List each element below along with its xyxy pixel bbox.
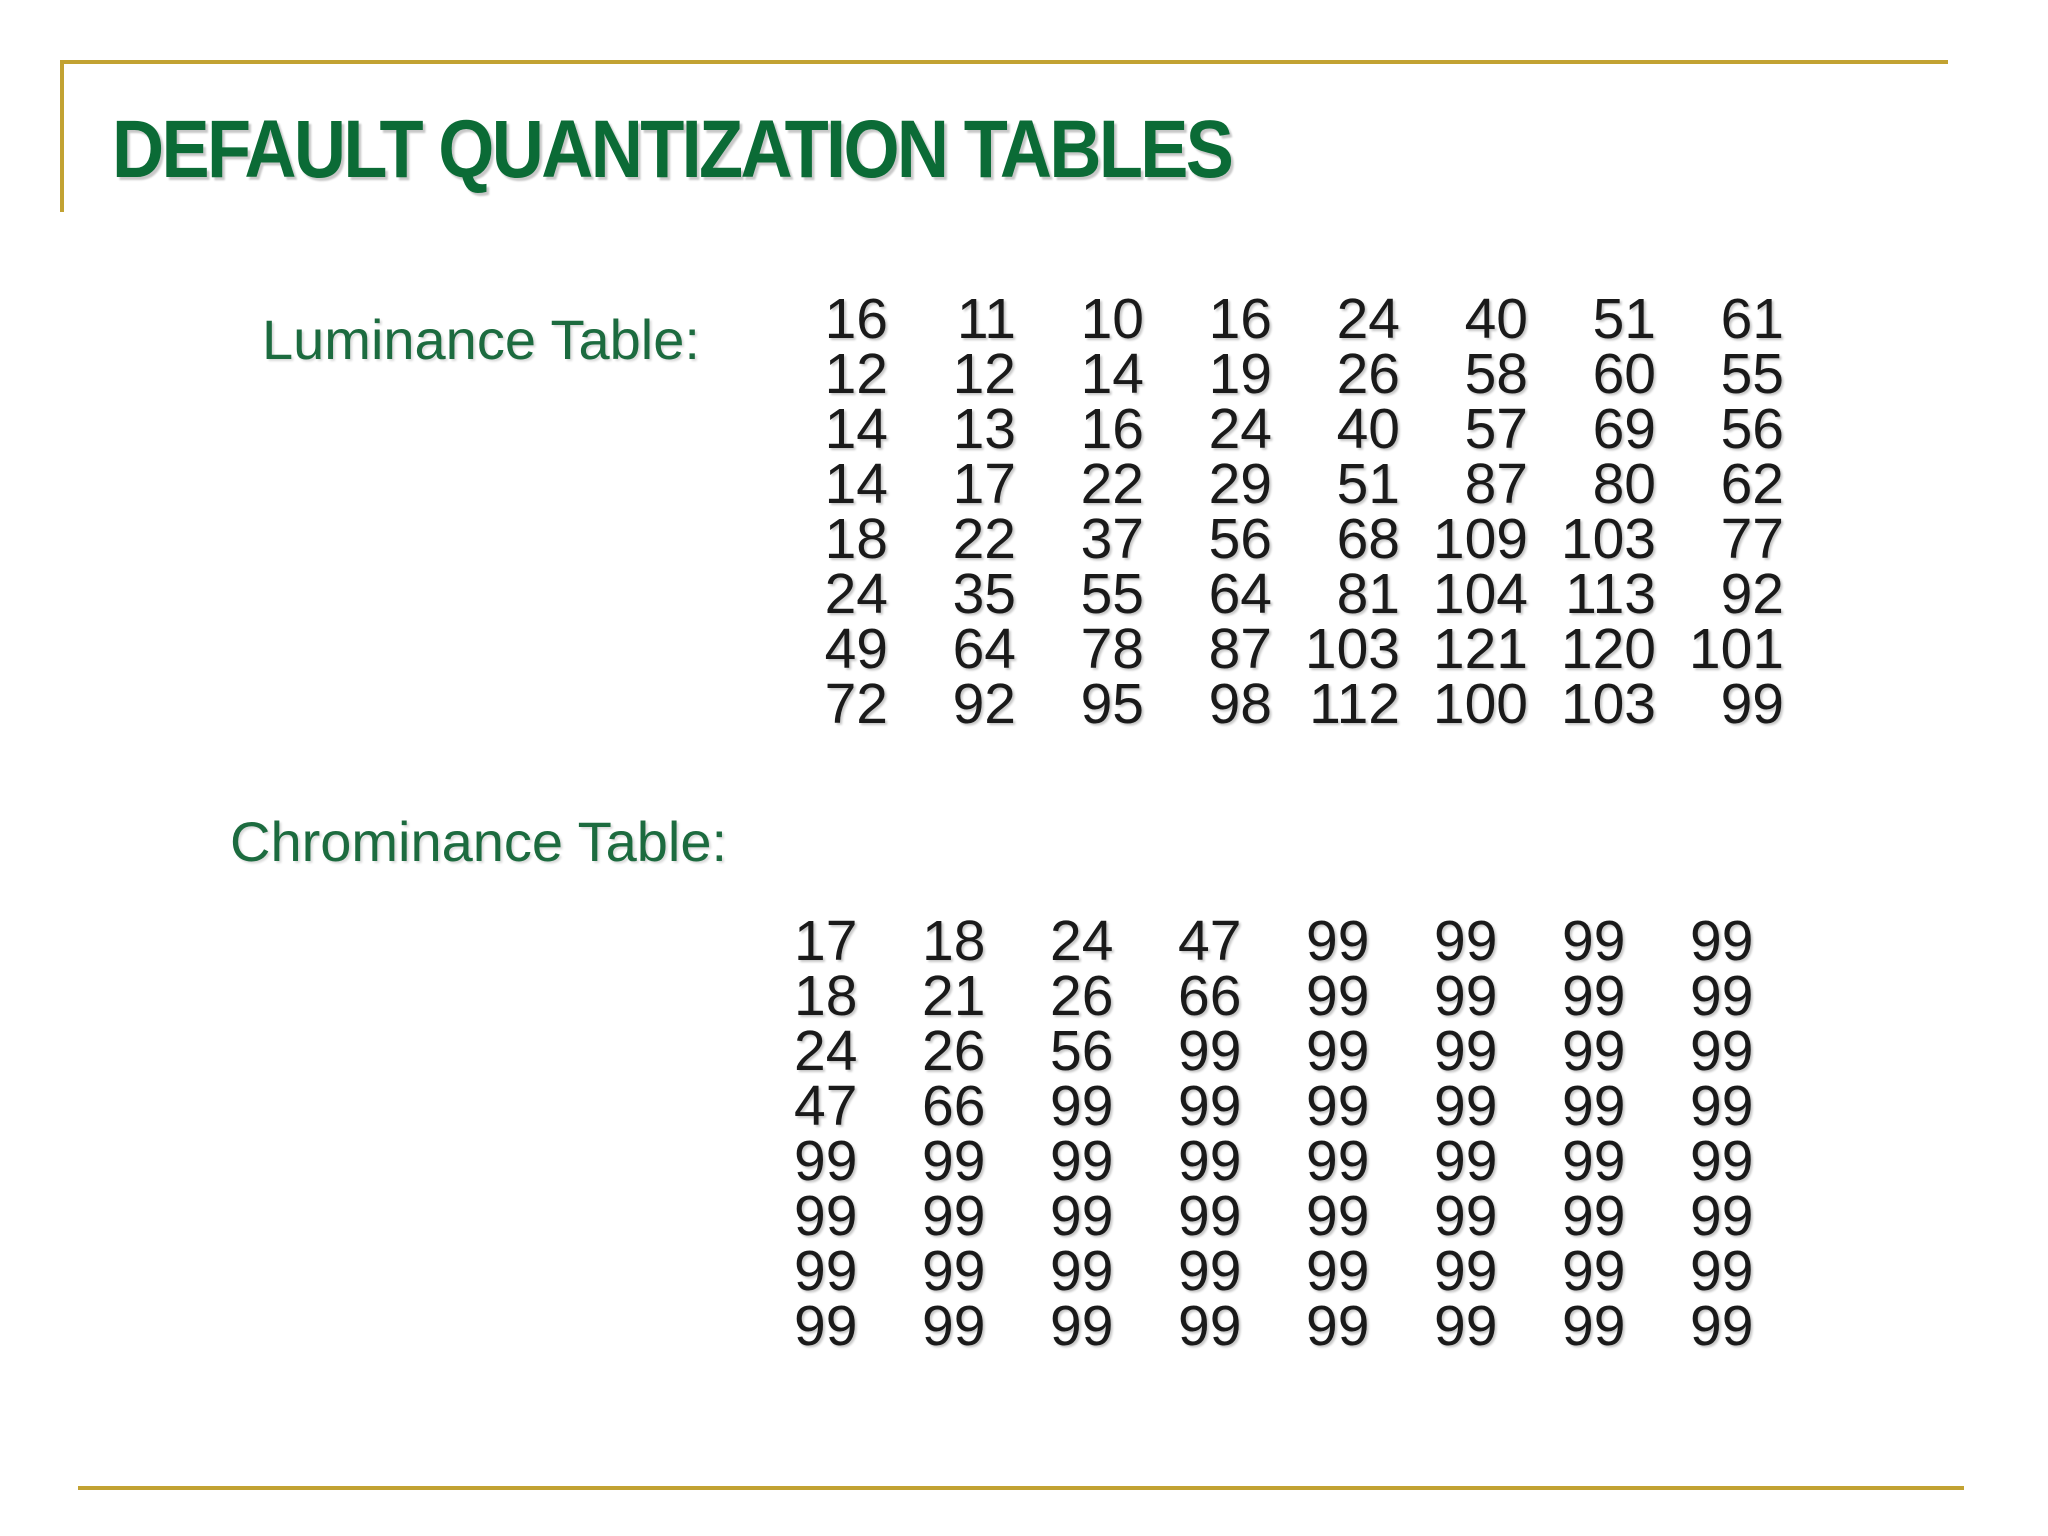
table-cell: 22 (952, 507, 1016, 571)
table-cell: 57 (1464, 397, 1528, 461)
table-cell: 104 (1432, 562, 1528, 626)
table-row (760, 512, 1784, 567)
table-row (760, 292, 1784, 347)
table-cell: 17 (794, 909, 858, 973)
table-cell: 80 (1592, 452, 1656, 516)
table-cell: 99 (1720, 672, 1784, 736)
table-cell: 99 (1050, 1239, 1114, 1303)
table-cell: 99 (1050, 1074, 1114, 1138)
table-cell: 12 (952, 342, 1016, 406)
table-cell: 87 (1464, 452, 1528, 516)
table-cell: 58 (1464, 342, 1528, 406)
table-cell: 61 (1720, 287, 1784, 351)
table-row (756, 914, 1780, 969)
table-cell: 49 (824, 617, 888, 681)
table-cell: 99 (1434, 964, 1498, 1028)
table-cell: 100 (1432, 672, 1528, 736)
table-cell: 99 (1690, 1074, 1754, 1138)
table-cell: 19 (1208, 342, 1272, 406)
table-cell: 62 (1720, 452, 1784, 516)
table-row (756, 1299, 1780, 1354)
chrominance-table-label: Chrominance Table: (230, 810, 728, 873)
table-cell: 99 (1434, 1129, 1498, 1193)
table-cell: 109 (1432, 507, 1528, 571)
table-cell: 121 (1432, 617, 1528, 681)
table-cell: 99 (1562, 1184, 1626, 1248)
table-cell: 16 (1208, 287, 1272, 351)
table-cell: 99 (1434, 1294, 1498, 1358)
table-cell: 99 (1690, 1184, 1754, 1248)
table-cell: 99 (1562, 1294, 1626, 1358)
table-cell: 66 (1178, 964, 1242, 1028)
table-cell: 99 (1434, 1239, 1498, 1303)
table-cell: 56 (1720, 397, 1784, 461)
table-cell: 120 (1560, 617, 1656, 681)
table-cell: 99 (1690, 1294, 1754, 1358)
table-cell: 55 (1720, 342, 1784, 406)
table-cell: 18 (794, 964, 858, 1028)
table-cell: 99 (1690, 909, 1754, 973)
table-cell: 51 (1336, 452, 1400, 516)
table-cell: 56 (1050, 1019, 1114, 1083)
table-cell: 99 (1050, 1294, 1114, 1358)
table-cell: 16 (824, 287, 888, 351)
table-cell: 99 (922, 1129, 986, 1193)
table-cell: 24 (794, 1019, 858, 1083)
table-cell: 12 (824, 342, 888, 406)
table-cell: 101 (1688, 617, 1784, 681)
table-row (756, 969, 1780, 1024)
table-cell: 99 (1306, 1019, 1370, 1083)
table-cell: 22 (1080, 452, 1144, 516)
table-cell: 40 (1336, 397, 1400, 461)
table-row (760, 622, 1784, 677)
table-cell: 99 (1434, 1019, 1498, 1083)
table-cell: 14 (1080, 342, 1144, 406)
table-cell: 99 (1434, 1074, 1498, 1138)
table-cell: 103 (1560, 507, 1656, 571)
table-cell: 99 (1434, 909, 1498, 973)
table-cell: 56 (1208, 507, 1272, 571)
table-cell: 99 (922, 1184, 986, 1248)
table-cell: 99 (1306, 1129, 1370, 1193)
table-row (756, 1134, 1780, 1189)
table-cell: 99 (1690, 964, 1754, 1028)
luminance-table (760, 287, 1784, 736)
table-row (760, 457, 1784, 512)
table-cell: 92 (1720, 562, 1784, 626)
table-cell: 99 (1178, 1239, 1242, 1303)
table-cell: 99 (794, 1239, 858, 1303)
table-cell: 99 (1178, 1019, 1242, 1083)
table-cell: 81 (1336, 562, 1400, 626)
table-row (760, 677, 1784, 732)
table-row (756, 1244, 1780, 1299)
table-cell: 99 (1178, 1294, 1242, 1358)
table-cell: 103 (1560, 672, 1656, 736)
table-cell: 99 (1690, 1019, 1754, 1083)
table-cell: 18 (922, 909, 986, 973)
table-cell: 99 (1050, 1129, 1114, 1193)
table-cell: 99 (1178, 1184, 1242, 1248)
table-cell: 51 (1592, 287, 1656, 351)
table-cell: 11 (956, 287, 1016, 351)
table-cell: 72 (824, 672, 888, 736)
table-row (760, 347, 1784, 402)
table-cell: 99 (1178, 1129, 1242, 1193)
table-cell: 99 (1562, 1074, 1626, 1138)
table-cell: 69 (1592, 397, 1656, 461)
table-cell: 16 (1080, 397, 1144, 461)
table-cell: 112 (1309, 672, 1400, 736)
table-cell: 99 (1562, 1019, 1626, 1083)
table-cell: 55 (1080, 562, 1144, 626)
table-cell: 99 (1306, 909, 1370, 973)
table-cell: 14 (824, 452, 888, 516)
table-cell: 99 (1306, 1074, 1370, 1138)
table-cell: 99 (1562, 909, 1626, 973)
table-cell: 24 (824, 562, 888, 626)
table-cell: 99 (794, 1129, 858, 1193)
table-cell: 99 (922, 1294, 986, 1358)
table-row (756, 1024, 1780, 1079)
table-cell: 99 (1562, 964, 1626, 1028)
table-cell: 10 (1080, 287, 1144, 351)
table-cell: 113 (1565, 562, 1656, 626)
table-cell: 13 (952, 397, 1016, 461)
table-cell: 64 (1208, 562, 1272, 626)
table-cell: 99 (1306, 1184, 1370, 1248)
table-cell: 99 (1690, 1129, 1754, 1193)
table-cell: 47 (794, 1074, 858, 1138)
table-cell: 26 (1050, 964, 1114, 1028)
table-cell: 98 (1208, 672, 1272, 736)
slide-title: DEFAULT QUANTIZATION TABLES (112, 104, 1232, 195)
table-cell: 99 (1690, 1239, 1754, 1303)
table-cell: 21 (922, 964, 986, 1028)
table-cell: 60 (1592, 342, 1656, 406)
table-cell: 40 (1464, 287, 1528, 351)
table-cell: 99 (1562, 1239, 1626, 1303)
table-cell: 24 (1208, 397, 1272, 461)
table-cell: 99 (794, 1294, 858, 1358)
table-cell: 17 (952, 452, 1016, 516)
table-cell: 87 (1208, 617, 1272, 681)
table-cell: 95 (1080, 672, 1144, 736)
chrominance-table (756, 909, 1780, 1358)
table-cell: 78 (1080, 617, 1144, 681)
table-cell: 64 (952, 617, 1016, 681)
table-cell: 99 (794, 1184, 858, 1248)
top-accent-rule (60, 60, 1948, 64)
table-row (760, 402, 1784, 457)
table-row (756, 1189, 1780, 1244)
table-cell: 99 (1562, 1129, 1626, 1193)
table-cell: 99 (1050, 1184, 1114, 1248)
table-cell: 99 (1434, 1184, 1498, 1248)
table-cell: 24 (1336, 287, 1400, 351)
table-row (760, 567, 1784, 622)
table-cell: 35 (952, 562, 1016, 626)
table-cell: 99 (1306, 964, 1370, 1028)
table-cell: 18 (824, 507, 888, 571)
table-row (756, 1079, 1780, 1134)
table-cell: 47 (1178, 909, 1242, 973)
table-cell: 26 (1336, 342, 1400, 406)
table-cell: 29 (1208, 452, 1272, 516)
table-cell: 77 (1720, 507, 1784, 571)
table-cell: 26 (922, 1019, 986, 1083)
table-cell: 99 (1306, 1239, 1370, 1303)
table-cell: 99 (1178, 1074, 1242, 1138)
table-cell: 37 (1080, 507, 1144, 571)
table-cell: 66 (922, 1074, 986, 1138)
left-accent-rule (60, 60, 64, 212)
table-cell: 99 (922, 1239, 986, 1303)
table-cell: 99 (1306, 1294, 1370, 1358)
table-cell: 14 (824, 397, 888, 461)
table-cell: 103 (1304, 617, 1400, 681)
table-cell: 68 (1336, 507, 1400, 571)
table-cell: 24 (1050, 909, 1114, 973)
luminance-table-label: Luminance Table: (262, 308, 700, 371)
table-cell: 92 (952, 672, 1016, 736)
bottom-accent-rule (78, 1486, 1964, 1490)
